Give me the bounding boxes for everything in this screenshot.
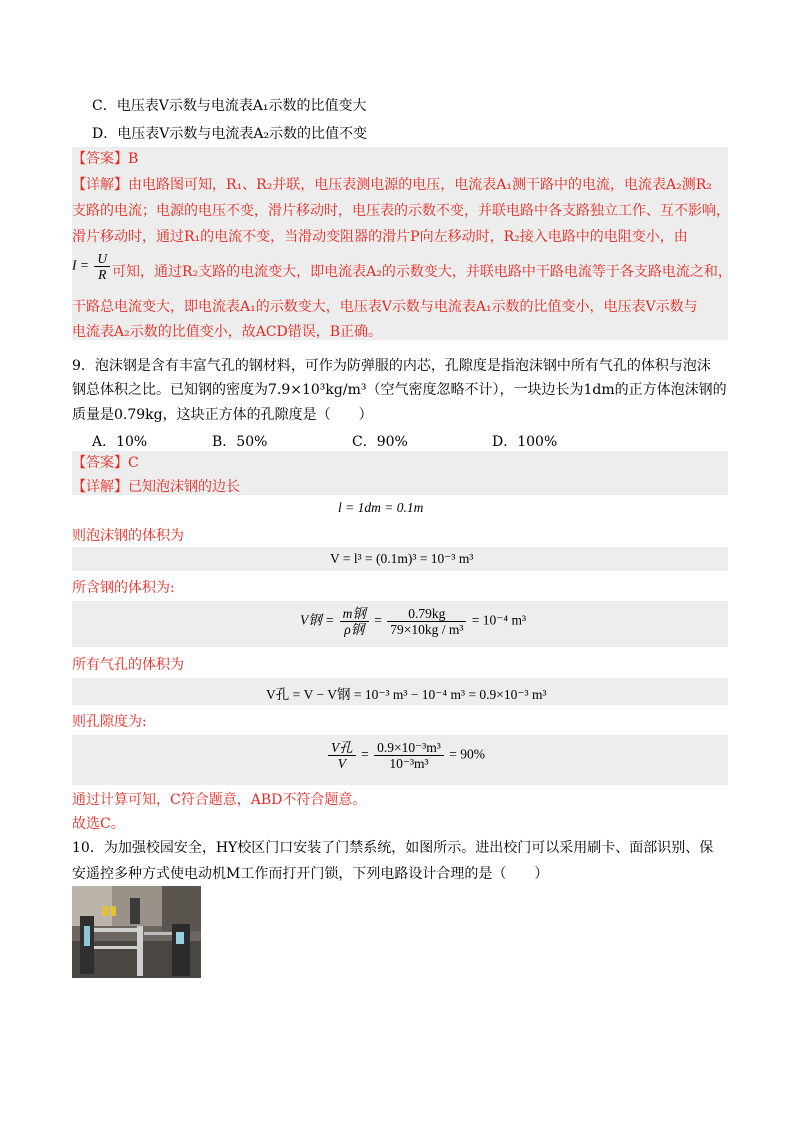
question-9-line: 9．泡沫钢是含有丰富气孔的钢材料，可作为防弹服的内芯，孔隙度是指泡沫钢中所有气孔的体积与泡沫 xyxy=(72,358,711,374)
equation-pore-volume: V孔 = V − V钢 = 10⁻³ m³ − 10⁻⁴ m³ = 0.9×10⁻³ m³ xyxy=(266,687,547,702)
question-10-line: 安遥控多种方式使电动机M工作而打开门锁，下列电路设计合理的是（ ） xyxy=(72,866,549,882)
answer-text: 所含钢的体积为: xyxy=(72,580,175,596)
answer-text: 则泡沫钢的体积为 xyxy=(72,528,184,544)
eq-fraction xyxy=(374,740,444,771)
answer-detail-line: 可知，通过R₂支路的电流变大，即电流表A₂的示数变大，并联电路中干路电流等于各支路电流之和， xyxy=(112,264,732,280)
answer-detail-line: 【详解】已知泡沫钢的边长 xyxy=(72,479,240,495)
eq-fraction xyxy=(387,606,466,637)
answer-text: 则孔隙度为: xyxy=(72,714,147,730)
answer-detail-line: 支路的电流；电源的电压不变，滑片移动时，电压表的示数不变，并联电路中各支路独立工作、互不影响， xyxy=(72,203,730,219)
formula-fraction xyxy=(94,251,110,282)
answer-label: 【答案】B xyxy=(72,151,139,167)
eq-numerator: 0.9×10⁻³m³ xyxy=(374,740,444,756)
eq-lhs: V钢 = xyxy=(300,612,335,628)
eq-rhs: = 10⁻⁴ m³ xyxy=(471,612,527,628)
eq-numerator: m钢 xyxy=(342,606,366,621)
option-c: C．电压表Ⅴ示数与电流表A₁示数的比值变大 xyxy=(92,98,367,114)
answer-detail-line: 滑片移动时，通过R₁的电流不变，当滑动变阻器的滑片P向左移动时，R₂接入电路中的电阻变小，由 xyxy=(72,229,688,245)
question-10-line: 10．为加强校园安全，HY校区门口安装了门禁系统，如图所示。进出校门可以采用刷卡、面部识别、保 xyxy=(72,840,714,856)
equation-volume: V = l³ = (0.1m)³ = 10⁻³ m³ xyxy=(330,551,474,566)
question-9-line: 质量是0.79kg，这块正方体的孔隙度是（ ） xyxy=(72,407,373,423)
answer-text: 通过计算可知，C符合题意，ABD不符合题意。 xyxy=(72,792,367,808)
option-d: D．电压表Ⅴ示数与电流表A₂示数的比值不变 xyxy=(92,126,368,142)
eq-operator: = xyxy=(374,612,382,628)
answer-text: 所有气孔的体积为 xyxy=(72,657,184,673)
option-a: A．10% xyxy=(92,434,148,450)
formula-numerator: U xyxy=(97,251,108,266)
eq-numerator: 0.79kg xyxy=(387,606,466,622)
turnstile-gate-photo xyxy=(72,886,201,978)
equation-steel-volume xyxy=(300,606,526,637)
equation-edge-length: l = 1dm = 0.1m xyxy=(338,500,424,515)
eq-numerator: V孔 xyxy=(331,740,353,755)
option-b: B．50% xyxy=(212,434,268,450)
eq-fraction xyxy=(340,606,369,637)
equation-porosity xyxy=(326,740,485,771)
answer-detail-line: 干路总电流变大，即电流表A₁的示数变大，电压表Ⅴ示数与电流表A₁示数的比值变小，电压表Ⅴ示数与 xyxy=(72,299,698,315)
eq-rhs: = 90% xyxy=(449,746,485,762)
eq-denominator: ρ钢 xyxy=(344,622,365,637)
option-d: D．100% xyxy=(492,434,558,450)
ohm-formula xyxy=(72,251,112,282)
eq-fraction xyxy=(328,740,356,771)
option-c: C．90% xyxy=(352,434,408,450)
eq-operator: = xyxy=(361,746,369,762)
eq-denominator: V xyxy=(337,756,346,771)
answer-detail-line: 【详解】由电路图可知，R₁、R₂并联，电压表测电源的电压，电流表A₁测干路中的电流，电流表A₂测R₂ xyxy=(72,177,712,193)
formula-denominator: R xyxy=(98,267,107,282)
answer-text: 故选C。 xyxy=(72,816,125,832)
question-9-line: 钢总体积之比。已知钢的密度为7.9×10³kg/m³（空气密度忽略不计），一块边长为1dm的正方体泡沫钢的 xyxy=(72,382,727,398)
formula-lhs: I = xyxy=(72,257,89,273)
answer-detail-line: 电流表A₂示数的比值变小，故ACD错误，B正确。 xyxy=(72,324,383,340)
answer-label: 【答案】C xyxy=(72,455,139,471)
eq-denominator: 10⁻³m³ xyxy=(389,756,429,771)
eq-denominator: 79×10kg / m³ xyxy=(390,622,464,637)
